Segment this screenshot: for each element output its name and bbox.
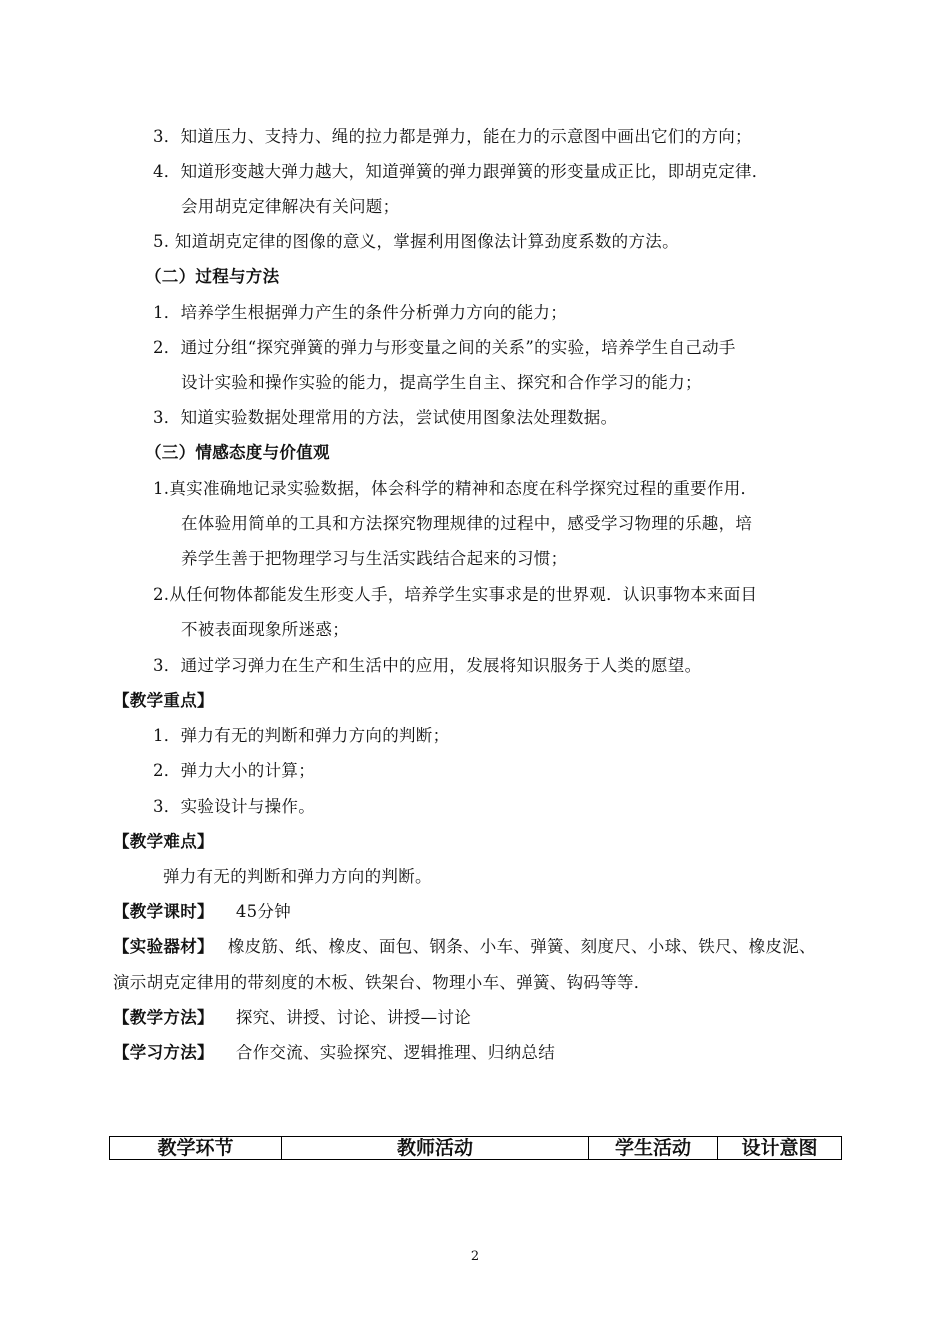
key-point-3: 3．实验设计与操作。 — [153, 797, 315, 816]
header-design-intent: 设计意图 — [718, 1137, 842, 1160]
learning-method-label: 【学习方法】 — [113, 1043, 214, 1062]
process-item-2: 2．通过分组“探究弹簧的弹力与形变量之间的关系”的实验，培养学生自己动手 — [153, 338, 736, 357]
emotion-item-1-cont: 在体验用简单的工具和方法探究物理规律的过程中，感受学习物理的乐趣，培 — [181, 514, 753, 533]
header-student-activity: 学生活动 — [589, 1137, 718, 1160]
lesson-table — [109, 1136, 842, 1160]
emotion-item-3: 3．通过学习弹力在生产和生活中的应用，发展将知识服务于人类的愿望。 — [153, 656, 702, 675]
emotion-item-2: 2.从任何物体都能发生形变人手，培养学生实事求是的世界观．认识事物本来面目 — [153, 585, 758, 604]
header-teacher-activity: 教师活动 — [282, 1137, 589, 1160]
emotion-item-1: 1.真实准确地记录实验数据，体会科学的精神和态度在科学探究过程的重要作用． — [153, 479, 758, 498]
knowledge-item-5: 5. 知道胡克定律的图像的意义，掌握利用图像法计算劲度系数的方法。 — [153, 232, 679, 251]
hours-value: 45分钟 — [235, 902, 292, 921]
hours-row — [113, 901, 291, 923]
key-point-2: 2．弹力大小的计算； — [153, 761, 315, 780]
process-item-1: 1．培养学生根据弹力产生的条件分析弹力方向的能力； — [153, 303, 567, 322]
teaching-method-value: 探究、讲授、讨论、讲授—讨论 — [235, 1008, 472, 1027]
knowledge-item-3: 3．知道压力、支持力、绳的拉力都是弹力，能在力的示意图中画出它们的方向； — [153, 127, 752, 146]
page-number: 2 — [470, 1249, 480, 1264]
equipment-row — [113, 936, 816, 958]
emotion-item-2-cont: 不被表面现象所迷惑； — [181, 620, 349, 639]
teaching-method-label: 【教学方法】 — [113, 1008, 214, 1027]
key-points-heading: 【教学重点】 — [113, 691, 214, 710]
knowledge-item-4: 4．知道形变越大弹力越大，知道弹簧的弹力跟弹簧的形变量成正比，即胡克定律． — [153, 162, 769, 181]
table-header-row — [110, 1137, 842, 1160]
emotion-heading: （三）情感态度与价值观 — [145, 443, 330, 462]
process-heading: （二）过程与方法 — [145, 267, 280, 286]
hours-label: 【教学课时】 — [113, 902, 214, 921]
knowledge-item-4-cont: 会用胡克定律解决有关问题； — [181, 197, 400, 216]
equipment-value: 橡皮筋、纸、橡皮、面包、钢条、小车、弹簧、刻度尺、小球、铁尺、橡皮泥、 — [227, 937, 816, 956]
process-item-3: 3．知道实验数据处理常用的方法，尝试使用图象法处理数据。 — [153, 408, 618, 427]
difficulties-text: 弹力有无的判断和弹力方向的判断。 — [163, 867, 432, 886]
key-point-1: 1．弹力有无的判断和弹力方向的判断； — [153, 726, 450, 745]
learning-method-row — [113, 1042, 555, 1064]
process-item-2-cont: 设计实验和操作实验的能力，提高学生自主、探究和合作学习的能力； — [181, 373, 702, 392]
header-teaching-stage: 教学环节 — [110, 1137, 282, 1160]
difficulties-heading: 【教学难点】 — [113, 832, 214, 851]
learning-method-value: 合作交流、实验探究、逻辑推理、归纳总结 — [235, 1043, 556, 1062]
equipment-label: 【实验器材】 — [113, 937, 214, 956]
teaching-method-row — [113, 1007, 471, 1029]
equipment-value-cont: 演示胡克定律用的带刻度的木板、铁架台、物理小车、弹簧、钩码等等． — [113, 973, 651, 992]
emotion-item-1-cont2: 养学生善于把物理学习与生活实践结合起来的习惯； — [181, 549, 568, 568]
